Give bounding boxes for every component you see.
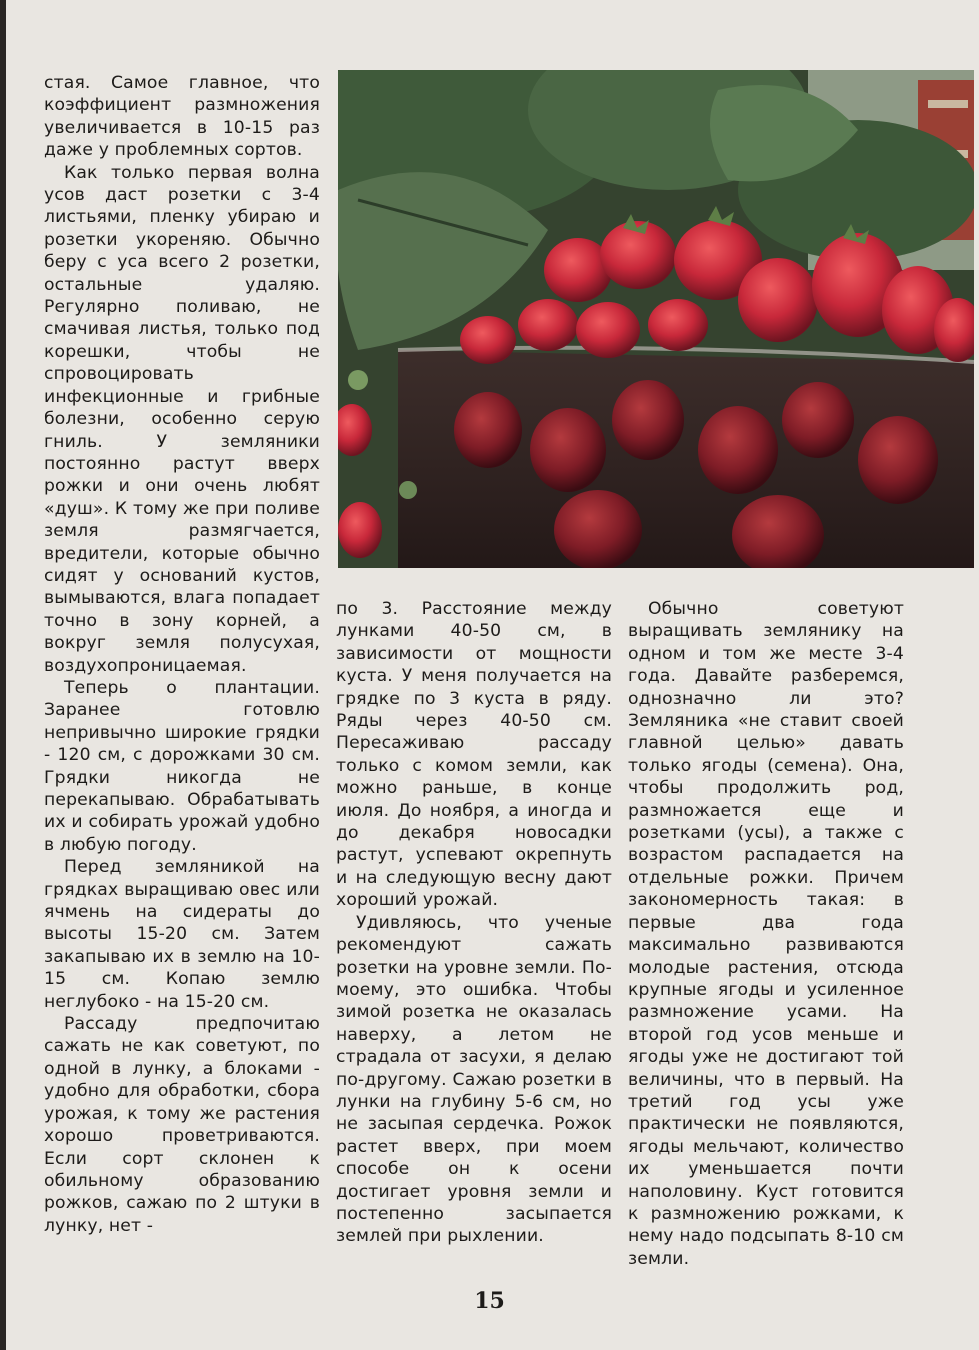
- page-edge: [0, 0, 6, 1350]
- text-column-1: [44, 72, 320, 1237]
- paragraph: стая. Самое главное, что коэффициент размножения увеличивается в 10-15 раз даже у проблемных сортов.: [44, 73, 320, 161]
- paragraph: Перед земляникой на грядках выращиваю овес или ячмень на сидераты до высоты 15-20 см. Затем закапываю их в землю на 10-15 см. Копаю землю неглубоко - на 15-20 см.: [44, 857, 320, 1012]
- text-column-2: [336, 598, 612, 1248]
- page-number: 15: [474, 1288, 505, 1314]
- strawberry-photo: [338, 70, 974, 568]
- paragraph: Теперь о плантации. Заранее готовлю непривычно широкие грядки - 120 см, с дорожками 30 см. Грядки никогда не перекапываю. Обрабатывать их и собирать урожай удобно в любую погоду.: [44, 677, 320, 855]
- paragraph: Обычно советуют выращивать землянику на одном и том же месте 3-4 года. Давайте разберемся, однозначно ли это? Земляника «не ставит своей главной целью» давать только ягоды (семена). Она, чтобы продолжить род, размножается еще и розетками (усы), а также с возрастом распадается на отдельные рожки. Причем закономерность такая: в первые два года максимально развиваются молодые растения, отсюда крупные ягоды и усиленное размножение усами. На второй год усов меньше и ягоды уже не достигают той величины, что в первый. На третий год усы уже практически не появляются, ягоды мельчают, количество их уменьшается почти наполовину. Куст готовится к размножению рожками, к нему надо подсыпать 8-10 см земли.: [628, 599, 904, 1269]
- paragraph: Рассаду предпочитаю сажать не как советуют, по одной в лунку, а блоками - удобно для обработки, сбора урожая, к тому же растения хорошо проветриваются. Если сорт склонен к обильному образованию рожков, сажаю по 2 штуки в лунку, нет -: [44, 1014, 320, 1236]
- paragraph: Удивляюсь, что ученые рекомендуют сажать розетки на уровне земли. По-моему, это ошибка. Чтобы зимой розетка не оказалась наверху, а летом не страдала от засухи, я делаю по-другому. Сажаю розетки в лунки на глубину 5-6 см, но не засыпая сердечка. Рожок растет вверх, при моем способе он к осени достигает уровня земли и постепенно засыпается землей при рыхлении.: [336, 912, 612, 1247]
- text-column-3: [628, 598, 904, 1270]
- paragraph: по 3. Расстояние между лунками 40-50 см, в зависимости от мощности куста. У меня получается на грядке по 3 куста в ряду. Ряды через 40-50 см. Пересаживаю рассаду только с комом земли, как можно раньше, в конце июля. До ноября, а иногда и до декабря новосадки растут, успевают окрепнуть и на следующую весну дают хороший урожай.: [336, 599, 612, 911]
- paragraph: Как только первая волна усов даст розетки с 3-4 листьями, пленку убираю и розетки укореняю. Обычно беру с уса всего 2 розетки, остальные удаляю. Регулярно поливаю, не смачивая листья, только под корешки, чтобы не спровоцировать инфекционные и грибные болезни, особенно серую гниль. У земляники постоянно растут вверх рожки и они очень любят «душ». К тому же при поливе земля размягчается, вредители, которые обычно сидят у оснований кустов, вымываются, влага попадает точно в зону корней, а вокруг земля полусухая, воздухопроницаемая.: [44, 162, 320, 676]
